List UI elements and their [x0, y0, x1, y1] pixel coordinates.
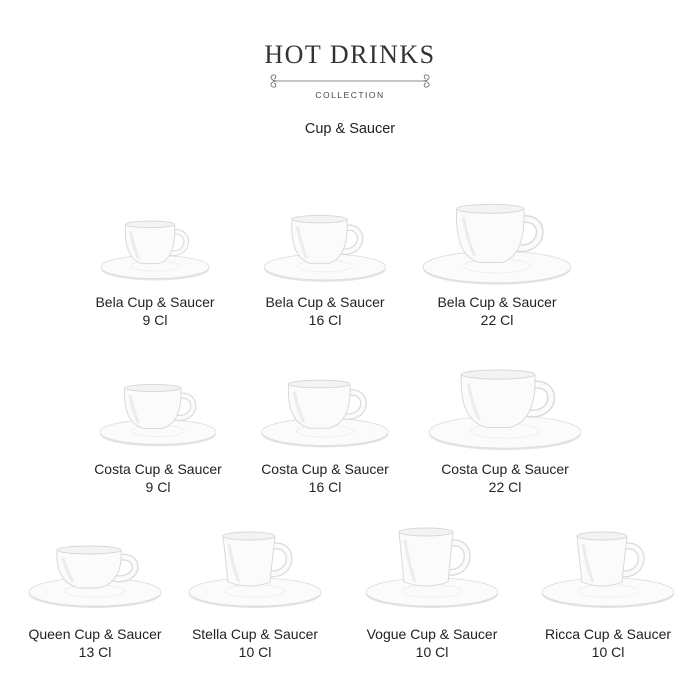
product-size: 16 Cl — [308, 312, 342, 328]
product-size: 22 Cl — [488, 479, 522, 495]
ornament-divider-icon — [265, 72, 435, 90]
product-item — [73, 350, 243, 455]
product-label — [523, 625, 693, 661]
product-item — [420, 350, 590, 455]
page-subtitle: COLLECTION — [315, 90, 385, 100]
costa-cup-saucer-image — [420, 350, 590, 455]
product-label — [70, 293, 240, 329]
product-name: Ricca Cup & Saucer — [544, 626, 672, 642]
product-size: 9 Cl — [145, 479, 171, 495]
header — [0, 0, 700, 110]
page-title: HOT DRINKS — [264, 40, 436, 69]
product-name: Vogue Cup & Saucer — [366, 626, 498, 642]
product-name: Bela Cup & Saucer — [265, 294, 385, 310]
product-label — [240, 293, 410, 329]
product-item — [523, 510, 693, 615]
product-item — [240, 185, 410, 290]
product-label — [170, 625, 340, 661]
product-size: 9 Cl — [142, 312, 168, 328]
bela-cup-saucer-image — [240, 185, 410, 290]
product-label — [347, 625, 517, 661]
product-item — [70, 185, 240, 290]
product-item — [347, 510, 517, 615]
ricca-cup-saucer-image — [523, 510, 693, 615]
product-size: 22 Cl — [480, 312, 514, 328]
product-label — [10, 625, 180, 661]
product-size: 16 Cl — [308, 479, 342, 495]
product-size: 10 Cl — [238, 644, 272, 660]
costa-cup-saucer-image — [73, 350, 243, 455]
costa-cup-saucer-image — [240, 350, 410, 455]
product-name: Costa Cup & Saucer — [94, 461, 222, 477]
bela-cup-saucer-image — [412, 185, 582, 290]
product-item — [170, 510, 340, 615]
product-label — [420, 460, 590, 496]
product-name: Costa Cup & Saucer — [441, 461, 569, 477]
product-item — [240, 350, 410, 455]
stella-cup-saucer-image — [170, 510, 340, 615]
product-size: 10 Cl — [591, 644, 625, 660]
product-name: Costa Cup & Saucer — [261, 461, 389, 477]
product-item — [412, 185, 582, 290]
product-label — [73, 460, 243, 496]
product-size: 13 Cl — [78, 644, 112, 660]
section-title: Cup & Saucer — [304, 121, 396, 137]
product-label — [412, 293, 582, 329]
product-name: Stella Cup & Saucer — [191, 626, 319, 642]
bela-cup-saucer-image — [70, 185, 240, 290]
product-size: 10 Cl — [415, 644, 449, 660]
product-item — [10, 510, 180, 615]
queen-cup-saucer-image — [10, 510, 180, 615]
product-name: Bela Cup & Saucer — [95, 294, 215, 310]
vogue-cup-saucer-image — [347, 510, 517, 615]
product-name: Queen Cup & Saucer — [28, 626, 162, 642]
product-label — [240, 460, 410, 496]
product-name: Bela Cup & Saucer — [437, 294, 557, 310]
